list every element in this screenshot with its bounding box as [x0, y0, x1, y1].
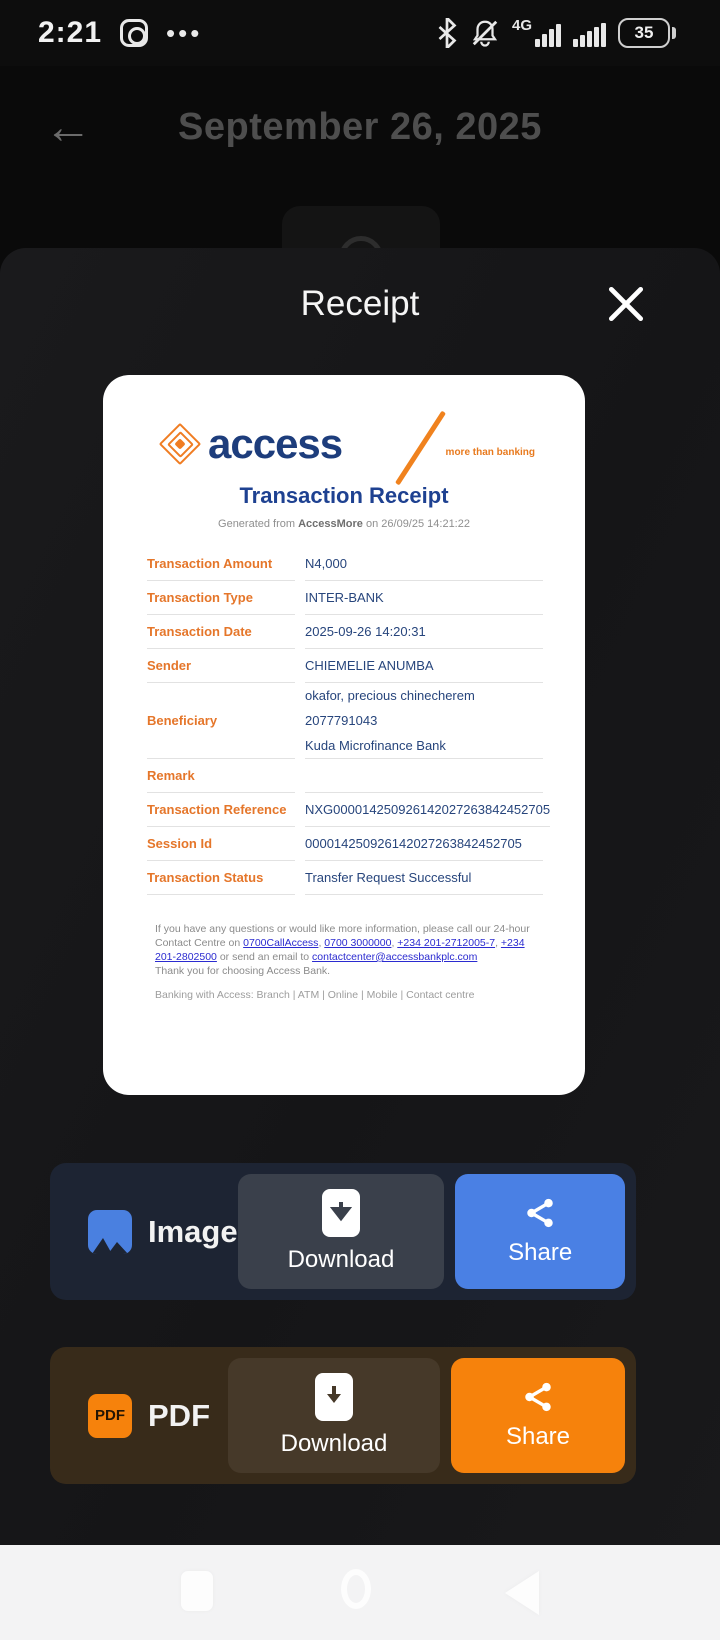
receipt-card	[103, 375, 585, 1095]
pdf-row-label: PDF	[148, 1397, 210, 1433]
network-type-label: 4G	[511, 17, 532, 34]
image-share-button[interactable]: Share	[455, 1174, 625, 1289]
receipt-row-value	[305, 827, 543, 861]
receipt-footer	[155, 923, 547, 979]
receipt-row-value	[305, 547, 543, 581]
back-arrow-icon[interactable]: ←	[44, 101, 92, 154]
receipt-row-value	[305, 615, 543, 649]
background-card-fragment	[282, 206, 440, 250]
receipt-row	[147, 649, 543, 683]
pdf-download-button[interactable]: Download	[228, 1358, 440, 1473]
receipt-value-line: 2077791043	[305, 713, 378, 728]
pdf-actions-row	[50, 1347, 636, 1484]
more-notifications-icon: •••	[166, 18, 203, 48]
generated-line: Generated from AccessMore on 26/09/25 14:21:22	[218, 518, 470, 530]
contact-link[interactable]: +234 201-2712005-7	[397, 936, 496, 949]
receipt-value-line: CHIEMELIE ANUMBA	[305, 658, 434, 673]
receipt-row-label: Transaction Amount	[147, 547, 295, 581]
receipt-value-line: N4,000	[305, 556, 347, 571]
page-header	[0, 66, 720, 206]
battery-icon	[618, 18, 676, 48]
android-nav-bar	[0, 1545, 720, 1640]
recents-button[interactable]	[181, 1571, 213, 1611]
battery-level: 35	[634, 23, 654, 42]
page-title: September 26, 2025	[178, 106, 542, 148]
receipt-row-label: Transaction Type	[147, 581, 295, 615]
receipt-row-value	[305, 649, 543, 683]
receipt-footer-text	[155, 923, 547, 965]
contact-link[interactable]: contactcenter@accessbankplc.com	[312, 950, 478, 963]
pdf-share-button[interactable]: Share	[451, 1358, 625, 1473]
footer-text-part: ,	[495, 936, 501, 949]
receipt-row-label: Transaction Status	[147, 861, 295, 895]
contact-link[interactable]: 0700CallAccess	[243, 936, 319, 949]
signal-sim1-icon	[512, 19, 561, 47]
share-icon	[521, 1380, 555, 1414]
receipt-row-value	[305, 861, 543, 895]
download-icon	[322, 1189, 360, 1237]
sheet-title: Receipt	[300, 284, 420, 323]
receipt-row-value	[305, 581, 543, 615]
image-file-icon	[88, 1210, 132, 1254]
share-icon	[523, 1196, 557, 1230]
banking-channels-line: Banking with Access: Branch | ATM | Online | Mobile | Contact centre	[155, 989, 475, 1001]
receipt-row	[147, 759, 543, 793]
receipt-row-label: Sender	[147, 649, 295, 683]
brand-name: access	[208, 420, 343, 467]
receipt-row-value	[305, 683, 543, 759]
receipt-row-label: Beneficiary	[147, 683, 295, 759]
app-name: AccessMore	[298, 518, 363, 530]
receipt-row	[147, 861, 543, 895]
footer-text-part: ,	[391, 936, 398, 949]
receipt-value-line: INTER-BANK	[305, 590, 384, 605]
receipt-value-line: 2025-09-26 14:20:31	[305, 624, 426, 639]
contact-link[interactable]: +234 201-2802500	[155, 936, 525, 963]
brand-tagline: more than banking	[445, 447, 535, 458]
receipt-title: Transaction Receipt	[239, 483, 449, 508]
receipt-value-line: 000014250926142027263842452705	[305, 836, 522, 851]
image-actions-row	[50, 1163, 636, 1300]
receipt-row-value	[305, 793, 550, 827]
receipt-row-value	[305, 759, 543, 793]
receipt-row	[147, 793, 551, 827]
receipt-value-line: Kuda Microfinance Bank	[305, 738, 446, 753]
receipt-value-line: NXG000014250926142027263842452705	[305, 802, 551, 817]
signal-sim2-icon	[573, 19, 606, 47]
receipt-row	[147, 581, 543, 615]
receipt-row-label: Remark	[147, 759, 295, 793]
image-download-button[interactable]: Download	[238, 1174, 445, 1289]
brand-slash-icon	[395, 411, 446, 486]
nav-back-button[interactable]	[505, 1571, 539, 1615]
mute-vibrate-icon	[470, 18, 500, 48]
receipt-row	[147, 615, 543, 649]
bluetooth-icon	[436, 18, 458, 48]
receipt-row	[147, 827, 543, 861]
contact-link[interactable]: 0700 3000000	[324, 936, 392, 949]
instagram-notification-icon	[120, 19, 148, 47]
download-icon	[315, 1373, 353, 1421]
pdf-file-icon: PDF	[88, 1394, 132, 1438]
receipt-sheet	[0, 248, 720, 1545]
footer-text-part: ,	[318, 936, 325, 949]
access-diamond-icon	[161, 425, 199, 463]
home-button[interactable]	[341, 1569, 371, 1609]
receipt-row-label: Transaction Date	[147, 615, 295, 649]
brand-row	[161, 421, 535, 477]
thanks-line: Thank you for choosing Access Bank.	[155, 964, 331, 977]
receipt-row-label: Transaction Reference	[147, 793, 295, 827]
receipt-row	[147, 547, 543, 581]
image-row-label: Image	[148, 1213, 238, 1249]
access-bank-logo	[161, 420, 343, 467]
receipt-value-line: okafor, precious chinecherem	[305, 688, 475, 703]
receipt-table	[147, 547, 551, 895]
clock: 2:21	[38, 16, 103, 49]
receipt-value-line: Transfer Request Successful	[305, 870, 472, 885]
receipt-row-label: Session Id	[147, 827, 295, 861]
status-bar	[0, 0, 720, 66]
receipt-row	[147, 683, 543, 759]
footer-text-part: If you have any questions or would like more information, please call our 24-hour Contact Centre on	[155, 923, 530, 949]
close-icon[interactable]	[604, 282, 648, 326]
footer-text-part: or send an email to	[216, 950, 313, 963]
